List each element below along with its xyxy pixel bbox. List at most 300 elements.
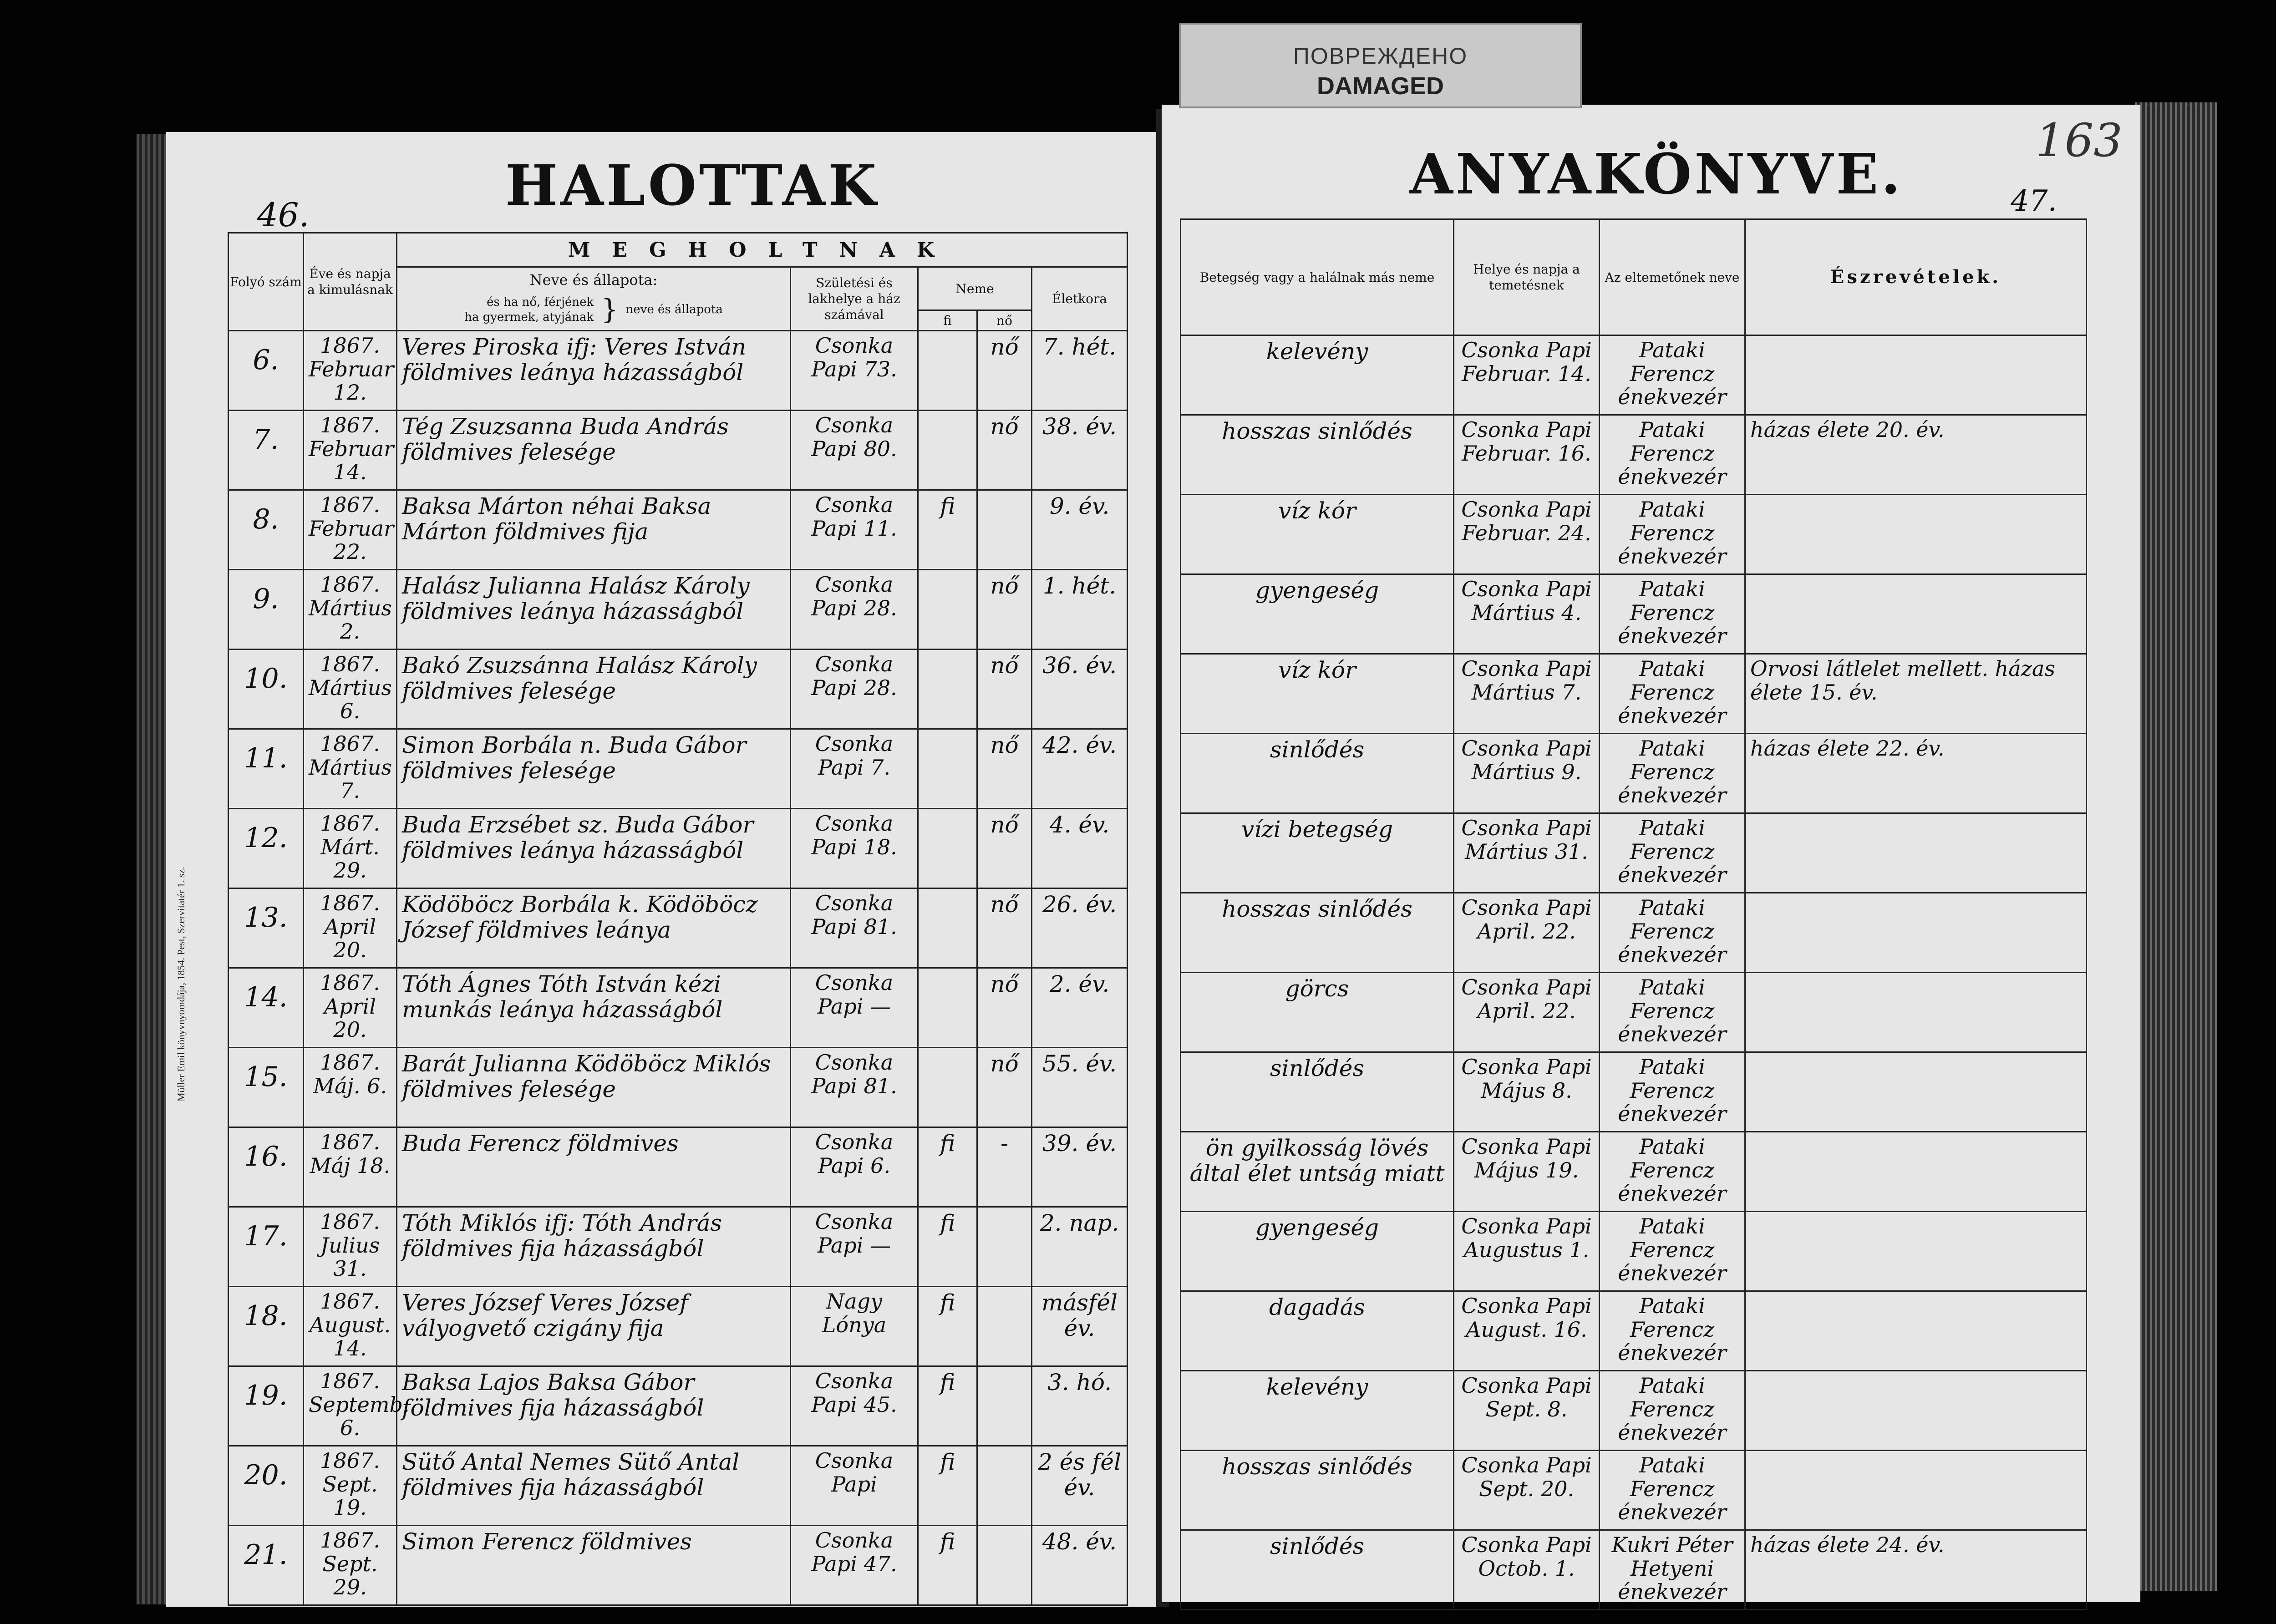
deceased-name-cell [397,1127,791,1207]
remarks-cell [1745,813,2087,893]
cause-of-death: gyengeség [1255,577,1379,604]
burial-place-date-cell [1454,893,1600,973]
sex-female: - [1001,1130,1008,1157]
deceased-name: Veres József Veres József vályogvető czigány fija [402,1289,688,1341]
deceased-name-cell [397,888,791,968]
sex-female [978,1287,1031,1293]
sex-male-cell [918,1366,977,1446]
sex-male: fi [940,1289,955,1316]
cause-of-death: hosszas sinlődés [1222,418,1412,444]
sex-male: fi [940,1528,955,1555]
buried-by: Pataki Ferencz énekvezér [1618,1134,1727,1206]
birth-place-cell [791,570,918,650]
table-row [229,1207,1128,1287]
sex-female [978,1526,1031,1532]
row-number-cell [229,1446,304,1526]
death-date-cell [304,411,397,490]
cause-of-death: vízi betegség [1241,816,1393,842]
burial-place-date-cell [1454,495,1600,574]
sex-male-cell [918,650,977,729]
sex-female [978,1208,1031,1213]
table-row [229,1048,1128,1127]
sex-male: fi [940,1449,955,1475]
deceased-name-cell [397,1366,791,1446]
deceased-name: Tóth Miklós ifj: Tóth András földmives fija házasságból [402,1210,722,1262]
table-row [1181,813,2087,893]
remarks: házas élete 24. év. [1750,1533,1945,1557]
birth-place: Csonka Papi [815,1448,894,1497]
table-row [1181,1530,2087,1610]
burial-place-date-cell [1454,335,1600,415]
table-row [229,490,1128,570]
birth-place: Csonka Papi 45. [811,1369,897,1417]
sex-male-cell [918,729,977,809]
age: 3. hó. [1047,1369,1112,1396]
burial-place-date: Csonka Papi Május 19. [1461,1134,1592,1182]
sex-female-cell [977,968,1032,1048]
damaged-stamp-en: DAMAGED [1317,72,1444,100]
remarks-cell [1745,335,2087,415]
remarks: házas élete 22. év. [1750,736,1945,761]
death-date-cell [304,490,397,570]
sex-male-cell [918,331,977,411]
deceased-name: Bakó Zsuzsánna Halász Károly földmives felesége [402,652,757,704]
row-number-cell [229,888,304,968]
age-cell [1032,490,1128,570]
buried-by-cell [1600,1291,1745,1371]
deceased-name: Baksa Márton néhai Baksa Márton földmives fija [402,493,711,545]
row-number-cell [229,1287,304,1366]
sex-female-cell [977,411,1032,490]
remarks-cell [1745,1212,2087,1291]
table-row [1181,1291,2087,1371]
table-row [1181,734,2087,813]
remarks-cell [1745,1371,2087,1451]
damaged-stamp [1179,23,1582,108]
death-date: 1867. Februar 22. [309,492,394,564]
cause-of-death: kelevény [1266,1374,1368,1400]
sex-female: nő [990,573,1019,599]
sex-male [919,1048,976,1054]
sex-male [919,969,976,974]
remarks [1746,1212,2086,1218]
remarks-cell [1745,734,2087,813]
header-szuletesi: Születési és lakhelye a ház számával [791,267,918,331]
row-number-cell [229,331,304,411]
death-date: 1867. Sept. 19. [320,1448,380,1520]
death-date-cell [304,1366,410,1446]
cause-of-death: gyengeség [1255,1214,1379,1241]
row-number-cell [229,570,304,650]
table-row [229,411,1128,490]
remarks [1746,893,2086,899]
cause-of-death: víz kór [1278,497,1356,524]
deceased-name: Buda Ferencz földmives [402,1130,679,1157]
table-row [229,331,1128,411]
table-row [1181,335,2087,415]
deceased-name: Tóth Ágnes Tóth István kézi munkás leánya házasságból [402,971,723,1023]
sex-female: nő [990,334,1019,360]
sex-female-cell [977,1048,1032,1127]
birth-place: Csonka Papi 18. [811,811,897,859]
death-date-cell [304,809,397,888]
sex-male-cell [918,570,977,650]
cause-of-death: sinlődés [1270,1533,1365,1559]
deceased-name: Veres Piroska ifj: Veres István földmives leánya házasságból [402,334,747,386]
burial-place-date: Csonka Papi August. 16. [1461,1294,1592,1342]
row-number-cell [229,1048,304,1127]
age: 48. év. [1042,1528,1117,1555]
age: 26. év. [1042,891,1117,918]
age: 4. év. [1049,812,1110,838]
birth-place: Csonka Papi 81. [811,891,897,939]
birth-place: Csonka Papi 28. [811,652,897,700]
birth-place: Csonka Papi 73. [811,333,897,381]
remarks-cell [1745,415,2087,495]
death-date-cell [304,1446,397,1526]
age-cell [1032,809,1128,888]
deceased-name-cell [397,729,791,809]
birth-place: Csonka Papi — [815,1209,894,1258]
row-number-cell [229,411,304,490]
deceased-name-cell [397,1446,791,1526]
buried-by: Pataki Ferencz énekvezér [1618,338,1727,410]
buried-by-cell [1600,1451,1745,1530]
burial-place-date-cell [1454,1451,1600,1530]
row-number: 7. [253,424,279,456]
damaged-stamp-ru: ПОВРЕЖДЕНО [1293,43,1468,69]
birth-place-cell [791,1366,918,1446]
row-number: 13. [244,902,288,934]
header-neve-sub3: neve és állapota [625,303,723,317]
age-cell [1032,411,1128,490]
burial-place-date: Csonka Papi Május 8. [1461,1055,1592,1103]
printer-note: Müller Emil könyvnyomdája, 1854. Pest, Szervitatér 1. sz. [175,867,187,1101]
buried-by: Pataki Ferencz énekvezér [1618,816,1727,888]
deceased-name: Buda Erzsébet sz. Buda Gábor földmives leánya házasságból [402,812,754,863]
sex-female: nő [990,812,1019,838]
left-page [166,132,1165,1607]
remarks-cell [1745,893,2087,973]
cause-of-death-cell [1181,1451,1454,1530]
age-cell [1032,968,1128,1048]
buried-by-cell [1600,813,1745,893]
death-date: 1867. Márt. 29. [320,811,380,883]
burial-place-date: Csonka Papi Sept. 8. [1461,1373,1592,1421]
row-number-cell [229,968,304,1048]
remarks [1746,1132,2086,1138]
table-row [229,1366,1128,1446]
buried-by: Pataki Ferencz énekvezér [1618,497,1727,569]
birth-place-cell [791,1287,918,1366]
death-date: 1867. April 20. [320,891,380,963]
header-neve-sub2: ha gyermek, atyjának [464,310,594,324]
remarks [1746,814,2086,819]
right-page-title: ANYAKÖNYVE. [1410,141,1903,207]
sex-female: nő [990,413,1019,440]
burial-place-date-cell [1454,734,1600,813]
deceased-name-cell [397,1207,791,1287]
table-row [1181,973,2087,1052]
row-number-cell [229,809,304,888]
deceased-name-cell [397,1048,791,1127]
buried-by: Pataki Ferencz énekvezér [1618,417,1727,489]
death-date: 1867. August. 14. [309,1289,391,1361]
sex-male: fi [940,493,955,519]
sex-male: fi [940,1210,955,1236]
age-cell [1032,888,1128,968]
death-date: 1867. Máj 18. [310,1130,391,1178]
folio-number: 163 [2036,114,2123,167]
cause-of-death-cell [1181,1530,1454,1610]
sex-female [978,491,1031,496]
table-row [229,1127,1128,1207]
buried-by-cell [1600,335,1745,415]
age-cell [1032,1127,1128,1207]
remarks: házas élete 20. év. [1750,417,1945,442]
age-cell [1032,1526,1128,1605]
burial-place-date-cell [1454,813,1600,893]
sex-female: nő [990,891,1019,918]
header-folyo: Folyó szám [229,233,304,331]
death-date-cell [304,1207,397,1287]
buried-by-cell [1600,1212,1745,1291]
birth-place-cell [791,1127,918,1207]
burial-place-date: Csonka Papi Mártius 31. [1461,816,1592,864]
row-number-cell [229,1207,304,1287]
birth-place-cell [791,411,918,490]
cause-of-death: sinlődés [1270,1055,1365,1081]
age-cell [1032,1048,1128,1127]
row-number: 18. [244,1300,288,1332]
cause-of-death-cell [1181,1212,1454,1291]
row-number: 20. [244,1459,288,1491]
birth-place-cell [791,968,918,1048]
row-number: 14. [244,981,288,1013]
deceased-name-cell [397,809,791,888]
age: 2. év. [1049,971,1110,997]
table-row [1181,1212,2087,1291]
birth-place: Csonka Papi 47. [811,1528,897,1576]
remarks-cell [1745,1530,2087,1610]
buried-by: Pataki Ferencz énekvezér [1618,895,1727,967]
cause-of-death-cell [1181,1371,1454,1451]
remarks [1746,495,2086,501]
burial-place-date-cell [1454,654,1600,734]
buried-by: Pataki Ferencz énekvezér [1618,1373,1727,1445]
sex-female-cell [977,1127,1032,1207]
table-row [1181,1371,2087,1451]
row-number: 21. [244,1539,288,1571]
cause-of-death: sinlődés [1270,736,1365,763]
deceased-name-cell [397,490,791,570]
buried-by-cell [1600,1371,1745,1451]
table-row [1181,574,2087,654]
table-row [229,1526,1128,1605]
sex-female-cell [977,650,1032,729]
table-row [1181,495,2087,574]
age-cell [1032,1366,1128,1446]
sex-male-cell [918,888,977,968]
remarks-cell [1745,1451,2087,1530]
buried-by: Pataki Ferencz énekvezér [1618,1055,1727,1127]
table-row [229,1287,1128,1366]
sex-male-cell [918,1526,977,1605]
age: 2. nap. [1040,1210,1119,1236]
burial-place-date-cell [1454,1052,1600,1132]
birth-place-cell [791,888,918,968]
death-date: 1867. April 20. [320,970,380,1042]
age: 2 és fél év. [1038,1449,1121,1501]
left-page-number: 46. [257,196,310,234]
cause-of-death-cell [1181,574,1454,654]
burial-place-date: Csonka Papi Mártius 7. [1461,656,1592,705]
sex-male-cell [918,1127,977,1207]
remarks-cell [1745,574,2087,654]
table-row [1181,1052,2087,1132]
remarks-cell [1745,973,2087,1052]
cause-of-death-cell [1181,335,1454,415]
sex-female: nő [990,1051,1019,1077]
table-row [229,570,1128,650]
header-neve-sub1: és ha nő, férjének [487,295,594,309]
remarks [1746,336,2086,341]
cause-of-death-cell [1181,734,1454,813]
burial-place-date: Csonka Papi April. 22. [1461,895,1592,944]
right-page-number: 47. [2011,184,2057,218]
row-number-cell [229,729,304,809]
sex-female-cell [977,1287,1032,1366]
deceased-name: Ködöböcz Borbála k. Ködöböcz József földmives leánya [402,891,758,943]
sex-female-cell [977,1526,1032,1605]
birth-place: Csonka Papi — [815,970,894,1019]
birth-place-cell [791,1048,918,1127]
sex-female-cell [977,809,1032,888]
age: 42. év. [1042,732,1117,758]
death-date-cell [304,1526,397,1605]
deceased-name: Tég Zsuzsanna Buda András földmives felesége [402,413,729,465]
death-date-cell [304,1287,397,1366]
burial-place-date: Csonka Papi Augustus 1. [1461,1214,1592,1262]
sex-female-cell [977,1366,1032,1446]
row-number: 10. [244,663,288,695]
sex-male [919,570,976,576]
birth-place-cell [791,809,918,888]
age: másfél év. [1041,1289,1118,1341]
death-date: 1867. Mártius 2. [309,572,392,644]
death-date: 1867. Februar 12. [309,333,394,405]
table-row [1181,654,2087,734]
right-register-table [1180,218,2087,1610]
table-row [1181,415,2087,495]
buried-by-cell [1600,1132,1745,1212]
death-date: 1867. Februar 14. [309,413,394,485]
cause-of-death: kelevény [1266,338,1368,365]
deceased-name: Simon Borbála n. Buda Gábor földmives felesége [402,732,747,784]
book-edge-right [2135,102,2217,1591]
header-neve: Neve és állapota: és ha nő, férjének ha gyermek, atyjának } neve és állapota [397,267,791,331]
age-cell [1032,570,1128,650]
deceased-name: Sütő Antal Nemes Sütő Antal földmives fija házasságból [402,1449,740,1501]
deceased-name: Barát Julianna Ködöböcz Miklós földmives felesége [402,1051,771,1102]
deceased-name-cell [397,1526,791,1605]
birth-place: Csonka Papi 7. [815,731,894,780]
sex-female: nő [990,732,1019,758]
header-fi: fi [918,310,977,331]
header-eve: Éve és napja a kimulásnak [304,233,397,331]
buried-by-cell [1600,973,1745,1052]
age: 1. hét. [1042,573,1117,599]
sex-male-cell [918,411,977,490]
header-neme: Neme [918,267,1032,310]
birth-place-cell [791,1446,918,1526]
age-cell [1032,1287,1128,1366]
death-date-cell [304,1127,397,1207]
table-row [229,729,1128,809]
buried-by: Pataki Ferencz énekvezér [1618,577,1727,649]
table-row [1181,1451,2087,1530]
deceased-name-cell [397,570,791,650]
header-eszrevetelek: Észrevételek. [1745,219,2087,335]
burial-place-date-cell [1454,1530,1600,1610]
buried-by: Pataki Ferencz énekvezér [1618,1294,1727,1365]
burial-place-date: Csonka Papi Februar. 16. [1461,417,1592,466]
sex-female-cell [977,729,1032,809]
burial-place-date-cell [1454,1212,1600,1291]
row-number: 15. [244,1061,288,1093]
cause-of-death-cell [1181,1052,1454,1132]
remarks: Orvosi látlelet mellett. házas élete 15. év. [1750,656,2055,705]
burial-place-date-cell [1454,574,1600,654]
cause-of-death-cell [1181,415,1454,495]
burial-place-date: Csonka Papi Octob. 1. [1461,1533,1592,1581]
row-number-cell [229,1366,304,1446]
burial-place-date-cell [1454,1132,1600,1212]
row-number-cell [229,490,304,570]
sex-male: fi [940,1130,955,1157]
buried-by-cell [1600,574,1745,654]
table-row [229,809,1128,888]
right-page [1162,105,2140,1602]
sex-female [978,1367,1031,1372]
burial-place-date-cell [1454,415,1600,495]
cause-of-death: hosszas sinlődés [1222,896,1412,922]
row-number: 8. [253,503,279,535]
row-number-cell [229,1526,304,1605]
deceased-name: Halász Julianna Halász Károly földmives leánya házasságból [402,573,750,624]
sex-male-cell [918,1287,977,1366]
cause-of-death: dagadás [1269,1294,1366,1320]
death-date-cell [304,888,397,968]
row-number-cell [229,650,304,729]
sex-male: fi [940,1369,955,1396]
birth-place-cell [791,490,918,570]
birth-place: Csonka Papi 80. [811,413,897,461]
row-number: 11. [244,742,288,774]
death-date: 1867. Septemb. 6. [309,1369,410,1441]
birth-place: Csonka Papi 11. [811,492,897,541]
header-betegseg: Betegség vagy a halálnak más neme [1181,219,1454,335]
burial-place-date-cell [1454,1371,1600,1451]
header-eletkora: Életkora [1032,267,1128,331]
remarks [1746,1053,2086,1058]
book-edge-left [137,134,171,1604]
table-row [229,888,1128,968]
age: 55. év. [1042,1051,1117,1077]
birth-place: Nagy Lónya [822,1289,887,1337]
death-date-cell [304,331,397,411]
deceased-name: Simon Ferencz földmives [402,1528,692,1555]
